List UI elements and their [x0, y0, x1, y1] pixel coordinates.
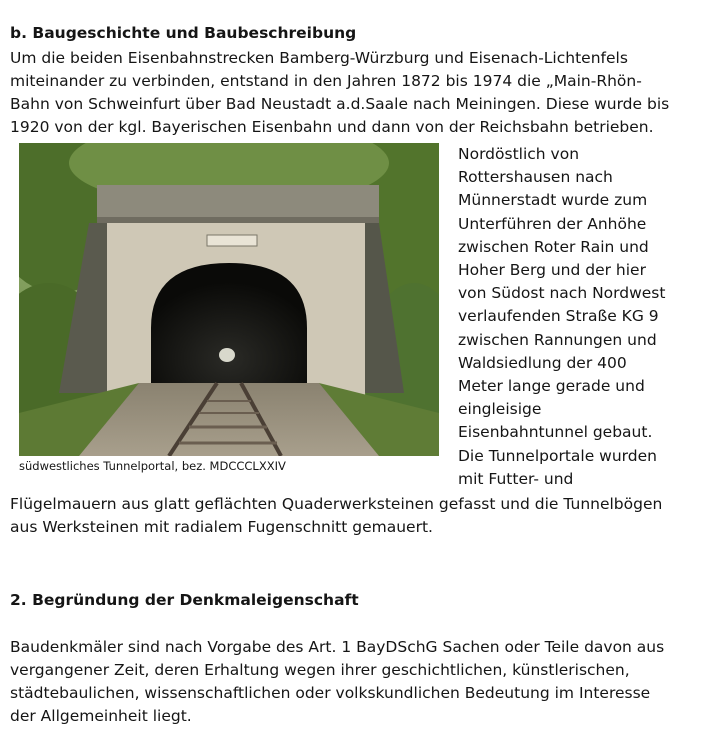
section-b-heading: b. Baugeschichte und Baubeschreibung — [10, 24, 357, 42]
paragraph-line: städtebaulichen, wissenschaftlichen oder volkskundlichen Bedeutung im Interesse — [10, 684, 651, 702]
wrap-line: Eisenbahntunnel gebaut. — [458, 423, 653, 441]
wrap-line: zwischen Roter Rain und — [458, 238, 649, 256]
paragraph-line: 1920 von der kgl. Bayerischen Eisenbahn und dann von der Reichsbahn betrieben. — [10, 118, 654, 136]
wrap-line: Rottershausen nach — [458, 168, 613, 186]
wrap-line: verlaufenden Straße KG 9 — [458, 307, 659, 325]
wrap-line: von Südost nach Nordwest — [458, 284, 666, 302]
paragraph-line: der Allgemeinheit liegt. — [10, 707, 192, 725]
paragraph-line: vergangener Zeit, deren Erhaltung wegen ihrer geschichtlichen, künstlerischen, — [10, 661, 630, 679]
paragraph-line: miteinander zu verbinden, entstand in den Jahren 1872 bis 1974 die „Main-Rhön- — [10, 72, 642, 90]
tunnel-portal-photo — [19, 143, 439, 456]
wrap-line: eingleisige — [458, 400, 542, 418]
paragraph-line: Flügelmauern aus glatt geflächten Quaderwerksteinen gefasst und die Tunnelbögen — [10, 495, 663, 513]
wrap-line: Die Tunnelportale wurden — [458, 447, 657, 465]
section-2-heading: 2. Begründung der Denkmaleigenschaft — [10, 591, 359, 609]
wrap-line: Münnerstadt wurde zum — [458, 191, 648, 209]
paragraph-line: aus Werksteinen mit radialem Fugenschnitt gemauert. — [10, 518, 433, 536]
paragraph-line: Bahn von Schweinfurt über Bad Neustadt a.d.Saale nach Meiningen. Diese wurde bis — [10, 95, 670, 113]
paragraph-line: Baudenkmäler sind nach Vorgabe des Art. 1 BayDSchG Sachen oder Teile davon aus — [10, 638, 665, 656]
wrap-line: Meter lange gerade und — [458, 377, 645, 395]
paragraph-line: Um die beiden Eisenbahnstrecken Bamberg-Würzburg und Eisenach-Lichtenfels — [10, 49, 628, 67]
wrap-line: zwischen Rannungen und — [458, 331, 657, 349]
wrap-line: Nordöstlich von — [458, 145, 580, 163]
photo-caption: südwestliches Tunnelportal, bez. MDCCCLXXIV — [19, 459, 286, 473]
wrap-line: mit Futter- und — [458, 470, 574, 488]
wrap-line: Unterführen der Anhöhe — [458, 215, 647, 233]
wrap-line: Waldsiedlung der 400 — [458, 354, 627, 372]
wrap-line: Hoher Berg und der hier — [458, 261, 646, 279]
